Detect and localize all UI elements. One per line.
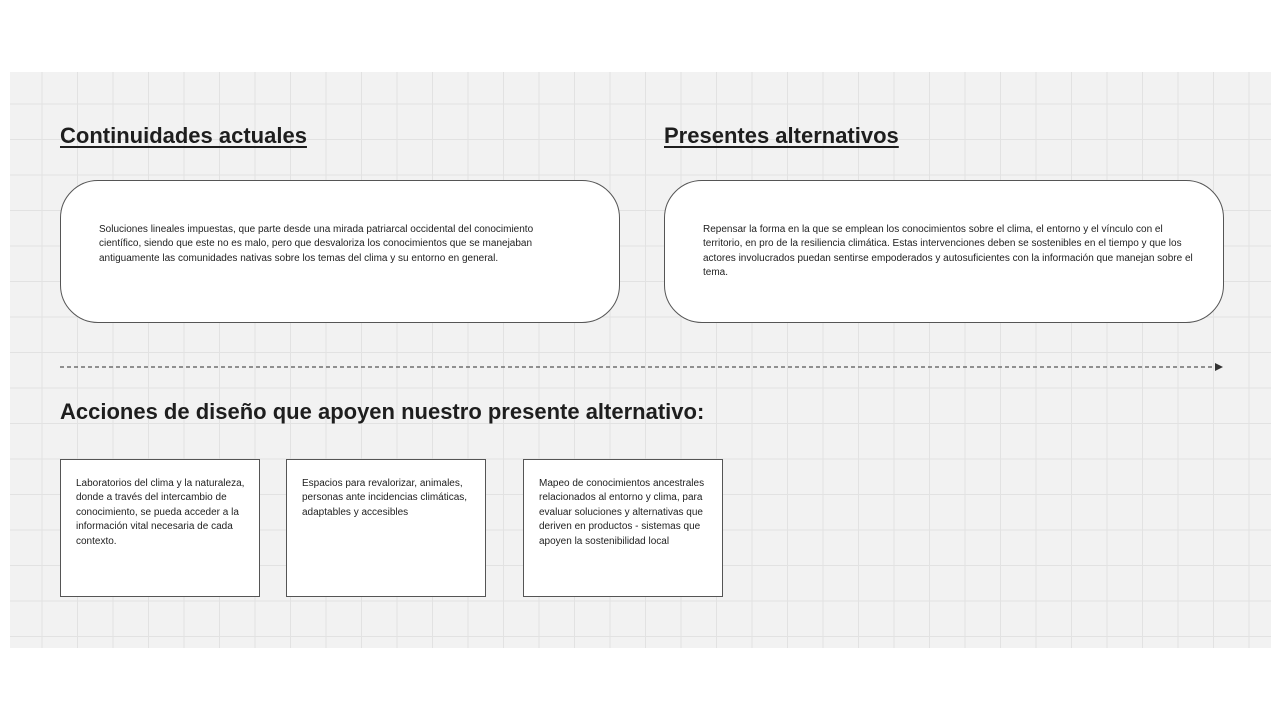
heading-design-actions[interactable]: Acciones de diseño que apoyen nuestro presente alternativo:: [60, 399, 705, 424]
sticky-note-text: Mapeo de conocimientos ancestrales relacionados al entorno y clima, para evaluar soluciones y alternativas que deriven en productos - sistemas que apoyen la sostenibilidad local: [539, 478, 705, 547]
card-current-continuities[interactable]: [60, 180, 620, 323]
sticky-note-text: Laboratorios del clima y la naturaleza, donde a través del intercambio de conocimiento, se pueda acceder a la información vital necesaria de cada contexto.: [76, 478, 245, 547]
timeline-dashed-arrow[interactable]: [60, 360, 1226, 374]
sticky-note[interactable]: [60, 459, 260, 597]
sticky-note[interactable]: [523, 459, 723, 597]
sticky-note[interactable]: [286, 459, 486, 597]
card-alternative-presents-text: Repensar la forma en la que se emplean los conocimientos sobre el clima, el entorno y el vínculo con el territorio, en pro de la resiliencia climática. Estas intervenciones deben se sostenibles en el tiempo y que los actores involucrados puedan sentirse empoderados y autosuficientes con la información que manejan sobre el tema.: [703, 224, 1193, 279]
arrowhead-icon: [1215, 363, 1223, 371]
heading-current-continuities[interactable]: Continuidades actuales: [60, 123, 307, 148]
heading-alternative-presents[interactable]: Presentes alternativos: [664, 123, 899, 148]
card-current-continuities-text: Soluciones lineales impuestas, que parte desde una mirada patriarcal occidental del conocimiento científico, siendo que este no es malo, pero que desvaloriza los conocimientos que se manejaban antiguamente las comunidades nativas sobre los temas del clima y su entorno en general.: [99, 224, 534, 264]
sticky-note-text: Espacios para revalorizar, animales, personas ante incidencias climáticas, adaptables y accesibles: [302, 478, 468, 518]
card-alternative-presents[interactable]: [664, 180, 1224, 323]
